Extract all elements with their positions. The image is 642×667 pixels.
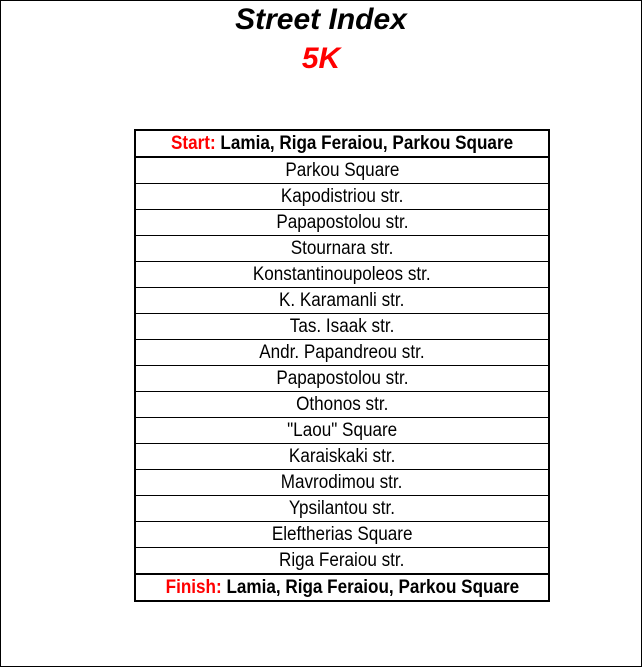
start-label: Start: [170, 132, 216, 154]
table-row [135, 548, 549, 575]
table-row [135, 262, 549, 288]
street-cell: Parkou Square [135, 157, 549, 184]
table-row [135, 184, 549, 210]
document-title: Street Index [235, 3, 407, 36]
street-cell: K. Karamanli str. [135, 288, 549, 314]
street-cell: Tas. Isaak str. [135, 314, 549, 340]
table-row [135, 496, 549, 522]
street-cell: Ypsilantou str. [135, 496, 549, 522]
street-cell: Papapostolou str. [135, 210, 549, 236]
finish-location: Lamia, Riga Feraiou, Parkou Square [226, 576, 519, 598]
table-row [135, 210, 549, 236]
table-row [135, 236, 549, 262]
street-cell: Eleftherias Square [135, 522, 549, 548]
table-row [135, 340, 549, 366]
table-row [135, 470, 549, 496]
document-subtitle: 5K [301, 42, 341, 75]
start-location: Lamia, Riga Feraiou, Parkou Square [220, 132, 514, 154]
table-row [135, 522, 549, 548]
table-row [135, 314, 549, 340]
street-cell: Riga Feraiou str. [135, 548, 549, 575]
finish-label: Finish: [165, 576, 222, 598]
street-cell: Othonos str. [135, 392, 549, 418]
finish-cell [135, 574, 549, 601]
street-index-table [134, 129, 550, 602]
table-row [135, 366, 549, 392]
table-row [135, 288, 549, 314]
street-cell: Stournara str. [135, 236, 549, 262]
finish-row [135, 574, 549, 601]
street-cell: Karaiskaki str. [135, 444, 549, 470]
street-cell: Andr. Papandreou str. [135, 340, 549, 366]
street-cell: Kapodistriou str. [135, 184, 549, 210]
table-row [135, 392, 549, 418]
street-cell: Konstantinoupoleos str. [135, 262, 549, 288]
start-cell [135, 130, 549, 157]
street-cell: "Laou" Square [135, 418, 549, 444]
street-cell: Mavrodimou str. [135, 470, 549, 496]
street-cell: Papapostolou str. [135, 366, 549, 392]
table-row [135, 444, 549, 470]
start-row [135, 130, 549, 157]
table-row [135, 157, 549, 184]
table-row [135, 418, 549, 444]
